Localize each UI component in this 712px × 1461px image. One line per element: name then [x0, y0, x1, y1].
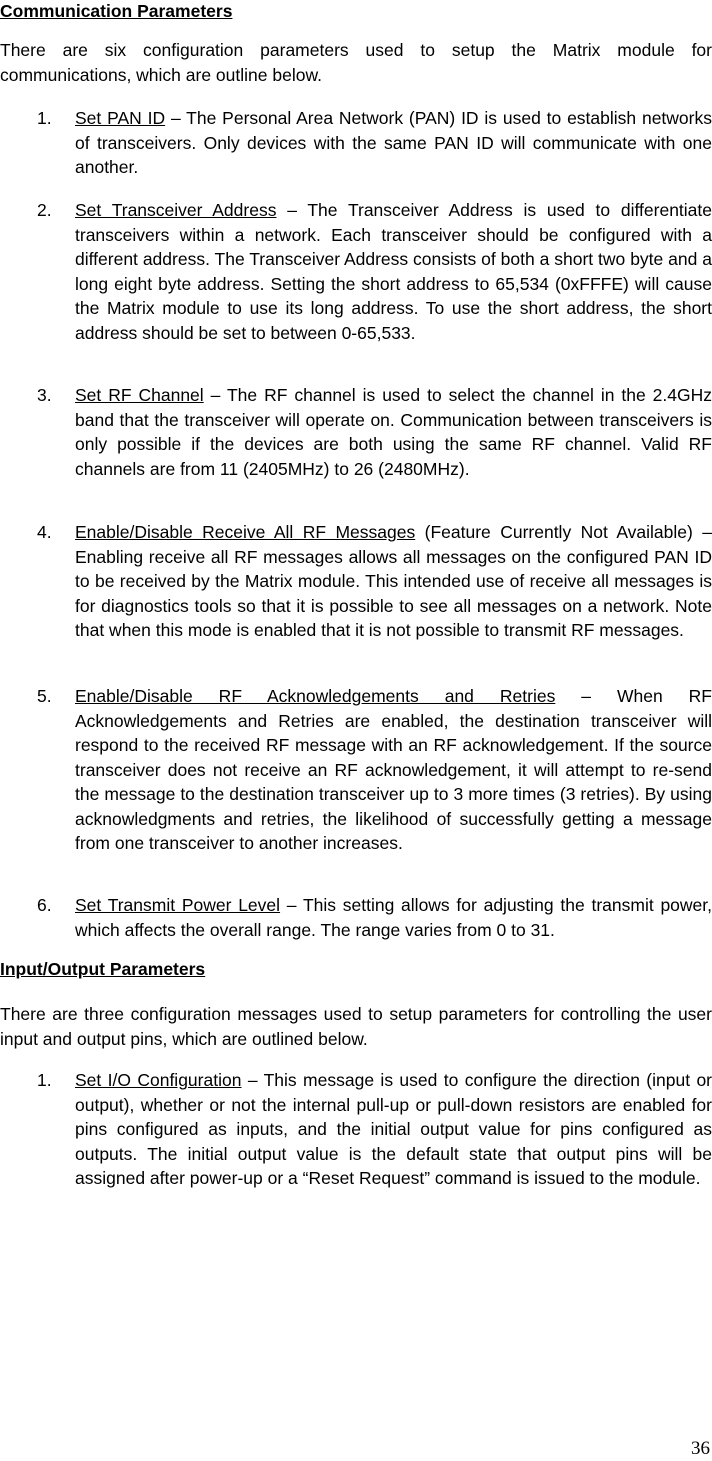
- list-item-text: (Feature Currently Not Available) – Enabling receive all RF messages allows all messages on the configured PAN ID to be received by the Matrix module. This intended use of receive all messages is for diagnostics tools so that it is possible to see all messages on a network. Note that when this mode is enabled that it is not possible to transmit RF messages.: [75, 522, 712, 640]
- list-item-number: 3.: [37, 385, 52, 405]
- list-item-set-pan-id: [0, 106, 712, 180]
- list-item-text: – The Transceiver Address is used to differentiate transceivers within a network. Each transceiver should be configured with a different address. The Transceiver Address consists of both a short two byte and a long eight byte address. Setting the short address to 65,534 (0xFFFE) will cause the Matrix module to use its long address. To use the short address, the short address should be set to between 0-65,533.: [75, 200, 712, 343]
- communication-intro: There are six configuration parameters used to setup the Matrix module for communications, which are outline below.: [0, 40, 712, 85]
- list-item-number: 4.: [37, 522, 52, 542]
- list-item-text: – When RF Acknowledgements and Retries are enabled, the destination transceiver will respond to the received RF message with an RF acknowledgement. If the source transceiver does not receive an RF acknowledgement, it will attempt to re-send the message to the destination transceiver up to 3 more times (3 retries). By using acknowledgments and retries, the likelihood of successfully getting a message from one transceiver to another increases.: [75, 686, 712, 853]
- list-item-body: [75, 893, 712, 942]
- section-heading-input-output: Input/Output Parameters: [0, 959, 206, 979]
- list-item-body: [75, 106, 712, 180]
- list-item-body: [75, 383, 712, 481]
- list-item-number: 1.: [37, 108, 52, 128]
- section-heading-communication: Communication Parameters: [0, 1, 233, 21]
- list-item-rf-acknowledgements: [0, 684, 712, 856]
- list-item-term: Enable/Disable Receive All RF Messages: [75, 522, 416, 542]
- io-intro: There are three configuration messages used to setup parameters for controlling the user input and output pins, which are outlined below.: [0, 1004, 712, 1049]
- list-item-set-io-configuration: [0, 1068, 712, 1191]
- list-item-body: [75, 520, 712, 643]
- list-item-body: [75, 684, 712, 856]
- list-item-term: Set Transmit Power Level: [75, 895, 281, 915]
- list-item-text: – This message is used to configure the direction (input or output), whether or not the internal pull-up or pull-down resistors are enabled for pins configured as inputs, and the initial output value for pins configured as outputs. The initial output value is the default state that output pins will be assigned after power-up or a “Reset Request” command is issued to the module.: [75, 1070, 712, 1188]
- list-item-number: 2.: [37, 200, 52, 220]
- list-item-number: 1.: [37, 1070, 52, 1090]
- list-item-number: 6.: [37, 895, 52, 915]
- list-item-set-transceiver-address: [0, 198, 712, 345]
- list-item-term: Set PAN ID: [75, 108, 166, 128]
- list-item-term: Set Transceiver Address: [75, 200, 277, 220]
- list-item-text: – The Personal Area Network (PAN) ID is used to establish networks of transceivers. Only devices with the same PAN ID will communicate with one another.: [75, 108, 712, 177]
- list-item-term: Set RF Channel: [75, 385, 204, 405]
- list-item-term: Enable/Disable RF Acknowledgements and Retries: [75, 686, 556, 706]
- page-number: 36: [691, 1438, 710, 1459]
- list-item-text: – This setting allows for adjusting the transmit power, which affects the overall range. The range varies from 0 to 31.: [75, 895, 712, 940]
- list-item-number: 5.: [37, 686, 52, 706]
- list-item-body: [75, 198, 712, 345]
- list-item-receive-all-rf-messages: [0, 520, 712, 643]
- list-item-term: Set I/O Configuration: [75, 1070, 242, 1090]
- list-item-text: – The RF channel is used to select the channel in the 2.4GHz band that the transceiver will operate on. Communication between transceivers is only possible if the devices are both using the same RF channel. Valid RF channels are from 11 (2405MHz) to 26 (2480MHz).: [75, 385, 712, 479]
- list-item-transmit-power-level: [0, 893, 712, 942]
- list-item-set-rf-channel: [0, 383, 712, 481]
- list-item-body: [75, 1068, 712, 1191]
